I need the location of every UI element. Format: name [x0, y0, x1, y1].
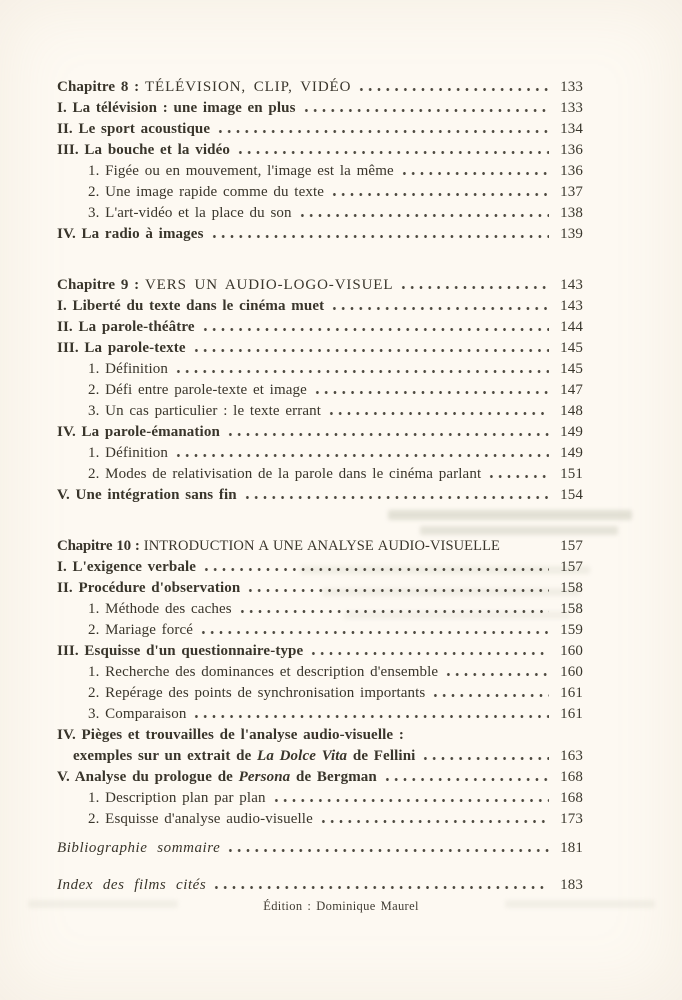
page-number: 157 [560, 538, 583, 554]
toc-chapter-row [57, 275, 583, 296]
page-number: 161 [560, 706, 583, 722]
entry-text [57, 77, 351, 98]
toc-entry-row [57, 401, 583, 422]
toc-entry-row [57, 182, 583, 203]
page-number: 143 [560, 298, 583, 314]
page-number: 143 [560, 277, 583, 293]
entry-text-part: 2. Mariage forcé [88, 622, 194, 638]
entry-text-part: 3. Comparaison [88, 706, 187, 722]
toc-entry-row [57, 725, 583, 746]
entry-text [88, 599, 232, 620]
toc-entry-row [57, 224, 583, 245]
page-number: 181 [560, 840, 583, 856]
entry-text [88, 464, 481, 485]
entry-text-part: IV. Pièges et trouvailles de l'analyse audio-visuelle : [57, 727, 404, 743]
dot-leader [302, 109, 549, 112]
page-number: 160 [560, 643, 583, 659]
entry-text-part: III. Esquisse d'un questionnaire-type [57, 643, 304, 659]
entry-text-part: I. La télévision : une image en plus [57, 100, 296, 116]
entry-text-part: I. L'exigence verbale [57, 559, 197, 575]
entry-text [57, 317, 195, 338]
entry-text [57, 98, 296, 119]
entry-text [57, 296, 324, 317]
dot-leader [431, 694, 549, 697]
page-number: 133 [560, 79, 583, 95]
entry-text [88, 203, 292, 224]
entry-text [57, 422, 220, 443]
entry-text [57, 338, 186, 359]
page-number: 158 [560, 580, 583, 596]
entry-text-part: 2. Repérage des points de synchronisation importants [88, 685, 426, 701]
dot-leader [216, 130, 549, 133]
dot-leader [201, 328, 549, 331]
entry-text-part: III. La parole-texte [57, 340, 186, 356]
page-number: 136 [560, 142, 583, 158]
entry-text [57, 875, 206, 896]
entry-text [57, 838, 220, 859]
entry-text-part: Chapitre 10 : [57, 538, 144, 554]
entry-text [88, 620, 193, 641]
page-number: 147 [560, 382, 583, 398]
dot-leader [313, 391, 549, 394]
entry-text-part: 3. Un cas particulier : le texte errant [88, 403, 322, 419]
toc-entry-row [57, 98, 583, 119]
entry-text-part: I. Liberté du texte dans le cinéma muet [57, 298, 325, 314]
entry-text-part: Bibliographie sommaire [57, 840, 221, 856]
page-number: 158 [560, 601, 583, 617]
dot-leader [202, 568, 549, 571]
entry-text [88, 401, 321, 422]
chapter-8-section [57, 77, 583, 245]
toc-entry-row [57, 788, 583, 809]
page-number: 168 [560, 769, 583, 785]
entry-text [57, 641, 303, 662]
page-number: 145 [560, 340, 583, 356]
page-number: 159 [560, 622, 583, 638]
page-number: 133 [560, 100, 583, 116]
page-number: 163 [560, 748, 583, 764]
entry-text-part: 2. Modes de relativisation de la parole dans le cinéma parlant [88, 466, 482, 482]
entry-text [57, 275, 393, 296]
entry-text [57, 224, 204, 245]
entry-text-part: de Fellini [347, 748, 416, 764]
page-number: 139 [560, 226, 583, 242]
entry-text [88, 359, 168, 380]
page-number: 161 [560, 685, 583, 701]
dot-leader [487, 475, 549, 478]
page-number: 148 [560, 403, 583, 419]
toc-entry-row [57, 641, 583, 662]
toc-entry-row [57, 683, 583, 704]
page-number: 149 [560, 445, 583, 461]
entry-text-part: IV. La parole-émanation [57, 424, 220, 440]
page-number: 144 [560, 319, 583, 335]
dot-leader [243, 496, 549, 499]
dot-leader [421, 757, 549, 760]
chapter-10-section [57, 536, 583, 830]
entry-text [88, 788, 266, 809]
entry-text [88, 704, 186, 725]
entry-text-part: V. Analyse du prologue de [57, 769, 239, 785]
dot-leader [319, 820, 549, 823]
dot-leader [272, 799, 549, 802]
dot-leader [174, 370, 549, 373]
entry-text-part: Persona [238, 769, 291, 785]
table-of-contents [57, 77, 583, 896]
page-number: 138 [560, 205, 583, 221]
entry-text [57, 557, 196, 578]
toc-entry-row [57, 620, 583, 641]
chapter-9-section [57, 275, 583, 506]
toc-entry-row [57, 338, 583, 359]
page-number: 154 [560, 487, 583, 503]
entry-text-part: 1. Méthode des caches [88, 601, 232, 617]
entry-text-part: 2. Esquisse d'analyse audio-visuelle [88, 811, 313, 827]
toc-entry-row [57, 557, 583, 578]
dot-leader [330, 307, 549, 310]
entry-text-part: La Dolce Vita [257, 748, 348, 764]
page-number: 151 [560, 466, 583, 482]
edition-credit: Édition : Dominique Maurel [263, 899, 419, 913]
page-number: 168 [560, 790, 583, 806]
chapter-title-text: VERS UN AUDIO-LOGO-VISUEL [144, 277, 394, 293]
dot-leader [357, 88, 549, 91]
entry-text [57, 536, 500, 557]
page-number: 145 [560, 361, 583, 377]
dot-leader [444, 673, 549, 676]
toc-entry-row [57, 704, 583, 725]
entry-text [88, 809, 313, 830]
toc-entry-row [57, 296, 583, 317]
entry-text-part: II. La parole-théâtre [57, 319, 195, 335]
toc-entry-row [57, 485, 583, 506]
dot-leader [212, 886, 549, 889]
backmatter-row [57, 838, 583, 859]
page-number: 137 [560, 184, 583, 200]
page-number: 157 [560, 559, 583, 575]
entry-text-part: exemples sur un extrait de [73, 748, 258, 764]
page-number: 160 [560, 664, 583, 680]
dot-leader [210, 235, 549, 238]
dot-leader [199, 631, 549, 634]
toc-entry-row [57, 140, 583, 161]
entry-text-part: 1. Recherche des dominances et description d'ensemble [88, 664, 439, 680]
entry-text-part: II. Le sport acoustique [57, 121, 211, 137]
toc-entry-row [57, 422, 583, 443]
toc-entry-row [57, 203, 583, 224]
toc-entry-row [57, 767, 583, 788]
entry-text-part: 2. Une image rapide comme du texte [88, 184, 325, 200]
entry-text [88, 182, 324, 203]
dot-leader [400, 172, 549, 175]
page-number: 183 [560, 877, 583, 893]
entry-text-part: 1. Description plan par plan [88, 790, 266, 806]
dot-leader [192, 349, 549, 352]
page-number: 134 [560, 121, 583, 137]
dot-leader [330, 193, 549, 196]
chapter-title-text: TÉLÉVISION, CLIP, VIDÉO [144, 79, 352, 95]
entry-text-part: V. Une intégration sans fin [57, 487, 237, 503]
entry-text [73, 746, 415, 767]
dot-leader [399, 286, 549, 289]
entry-text [57, 485, 237, 506]
entry-text [57, 725, 404, 746]
entry-text-part: IV. La radio à images [57, 226, 204, 242]
entry-text-part: Index des films cités [57, 877, 207, 893]
entry-text [57, 140, 230, 161]
page-number: 173 [560, 811, 583, 827]
page-number: 149 [560, 424, 583, 440]
backmatter-section [57, 838, 583, 896]
backmatter-row [57, 875, 583, 896]
dot-leader [226, 849, 549, 852]
toc-entry-row [57, 380, 583, 401]
chapter-title-text: INTRODUCTION A UNE ANALYSE AUDIO-VISUELLE [143, 538, 501, 554]
entry-text-part: Chapitre 9 : [57, 277, 145, 293]
entry-text [88, 161, 394, 182]
entry-text-part: II. Procédure d'observation [57, 580, 241, 596]
dot-leader [236, 151, 549, 154]
entry-text [57, 767, 377, 788]
toc-entry-row [57, 119, 583, 140]
toc-entry-row [57, 464, 583, 485]
entry-text [57, 119, 210, 140]
toc-chapter-row [57, 77, 583, 98]
entry-text-part: de Bergman [290, 769, 377, 785]
toc-chapter-row [57, 536, 583, 557]
entry-text-part: 3. L'art-vidéo et la place du son [88, 205, 292, 221]
entry-text-part: 2. Défi entre parole-texte et image [88, 382, 307, 398]
entry-text-part: 1. Définition [88, 361, 169, 377]
toc-entry-row [57, 746, 583, 767]
toc-entry-row [57, 359, 583, 380]
entry-text-part: 1. Figée ou en mouvement, l'image est la même [88, 163, 394, 179]
toc-entry-row [57, 662, 583, 683]
dot-leader [192, 715, 549, 718]
toc-entry-row [57, 161, 583, 182]
dot-leader [327, 412, 549, 415]
entry-text [88, 380, 307, 401]
entry-text-part: Chapitre 8 : [57, 79, 145, 95]
toc-entry-row [57, 809, 583, 830]
toc-entry-row [57, 317, 583, 338]
entry-text-part: III. La bouche et la vidéo [57, 142, 230, 158]
toc-entry-row [57, 443, 583, 464]
dot-leader [309, 652, 549, 655]
entry-text-part: 1. Définition [88, 445, 169, 461]
dot-leader [383, 778, 549, 781]
entry-text [88, 443, 168, 464]
dot-leader [238, 610, 549, 613]
entry-text [88, 683, 425, 704]
toc-entry-row [57, 578, 583, 599]
entry-text [57, 578, 240, 599]
dot-leader [246, 589, 549, 592]
dot-leader [226, 433, 549, 436]
page-number: 136 [560, 163, 583, 179]
dot-leader [174, 454, 549, 457]
toc-entry-row [57, 599, 583, 620]
entry-text [88, 662, 438, 683]
dot-leader [298, 214, 549, 217]
